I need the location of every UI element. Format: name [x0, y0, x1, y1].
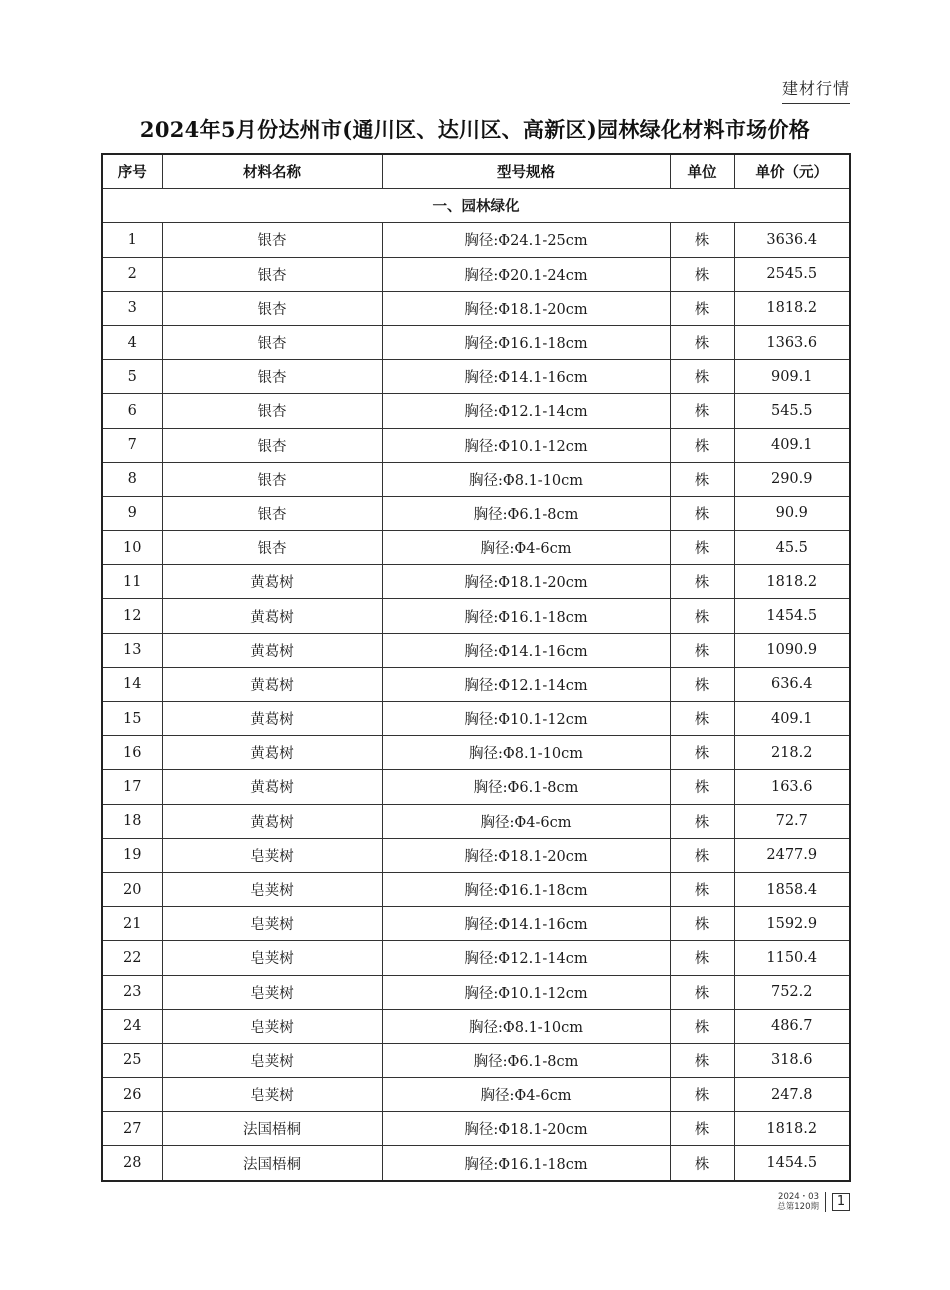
cell-unit: 株: [670, 702, 734, 736]
cell-name: 法国梧桐: [162, 1146, 382, 1181]
cell-spec: 胸径:Φ10.1-12cm: [382, 428, 670, 462]
table-row: [102, 1043, 850, 1077]
table-row: [102, 257, 850, 291]
cell-spec: 胸径:Φ24.1-25cm: [382, 223, 670, 257]
cell-price: 1818.2: [734, 565, 850, 599]
cell-unit: 株: [670, 770, 734, 804]
cell-unit: 株: [670, 1078, 734, 1112]
cell-spec: 胸径:Φ14.1-16cm: [382, 360, 670, 394]
cell-price: 1454.5: [734, 1146, 850, 1181]
cell-unit: 株: [670, 223, 734, 257]
cell-price: 1363.6: [734, 325, 850, 359]
cell-spec: 胸径:Φ10.1-12cm: [382, 975, 670, 1009]
cell-no: 7: [102, 428, 162, 462]
cell-name: 皂荚树: [162, 838, 382, 872]
table-row: [102, 633, 850, 667]
cell-unit: 株: [670, 907, 734, 941]
cell-name: 银杏: [162, 360, 382, 394]
cell-name: 皂荚树: [162, 975, 382, 1009]
cell-price: 409.1: [734, 428, 850, 462]
issue-date: 2024・03: [778, 1192, 819, 1202]
table-row: [102, 1112, 850, 1146]
cell-no: 3: [102, 291, 162, 325]
cell-price: 45.5: [734, 531, 850, 565]
cell-unit: 株: [670, 633, 734, 667]
table-row: [102, 804, 850, 838]
cell-name: 黄葛树: [162, 804, 382, 838]
table-row: [102, 667, 850, 701]
cell-unit: 株: [670, 599, 734, 633]
cell-spec: 胸径:Φ18.1-20cm: [382, 565, 670, 599]
table-row: [102, 838, 850, 872]
column-header-price: 单价（元）: [734, 154, 850, 189]
cell-price: 1592.9: [734, 907, 850, 941]
table-row: [102, 291, 850, 325]
cell-no: 1: [102, 223, 162, 257]
table-row: [102, 360, 850, 394]
table-row: [102, 565, 850, 599]
cell-name: 黄葛树: [162, 633, 382, 667]
cell-spec: 胸径:Φ12.1-14cm: [382, 941, 670, 975]
cell-price: 1858.4: [734, 872, 850, 906]
cell-spec: 胸径:Φ20.1-24cm: [382, 257, 670, 291]
cell-unit: 株: [670, 667, 734, 701]
cell-no: 13: [102, 633, 162, 667]
cell-name: 皂荚树: [162, 1009, 382, 1043]
column-header-no: 序号: [102, 154, 162, 189]
cell-no: 5: [102, 360, 162, 394]
cell-price: 2477.9: [734, 838, 850, 872]
cell-name: 黄葛树: [162, 599, 382, 633]
cell-price: 163.6: [734, 770, 850, 804]
cell-price: 636.4: [734, 667, 850, 701]
cell-unit: 株: [670, 565, 734, 599]
cell-unit: 株: [670, 325, 734, 359]
table-row: [102, 325, 850, 359]
table-row: [102, 599, 850, 633]
cell-price: 218.2: [734, 736, 850, 770]
cell-name: 银杏: [162, 223, 382, 257]
cell-price: 409.1: [734, 702, 850, 736]
cell-spec: 胸径:Φ8.1-10cm: [382, 736, 670, 770]
table-row: [102, 907, 850, 941]
table-row: [102, 1009, 850, 1043]
cell-unit: 株: [670, 1043, 734, 1077]
cell-name: 黄葛树: [162, 702, 382, 736]
cell-price: 90.9: [734, 496, 850, 530]
cell-unit: 株: [670, 1146, 734, 1181]
cell-name: 法国梧桐: [162, 1112, 382, 1146]
cell-no: 20: [102, 872, 162, 906]
issue-info: [777, 1192, 826, 1212]
cell-no: 8: [102, 462, 162, 496]
table-header-row: [102, 154, 850, 189]
cell-name: 黄葛树: [162, 565, 382, 599]
cell-name: 银杏: [162, 325, 382, 359]
cell-name: 银杏: [162, 531, 382, 565]
table-row: [102, 975, 850, 1009]
cell-spec: 胸径:Φ16.1-18cm: [382, 599, 670, 633]
cell-price: 72.7: [734, 804, 850, 838]
cell-price: 1150.4: [734, 941, 850, 975]
cell-spec: 胸径:Φ18.1-20cm: [382, 838, 670, 872]
table-row: [102, 531, 850, 565]
section-tag: 建材行情: [782, 76, 850, 104]
cell-spec: 胸径:Φ16.1-18cm: [382, 325, 670, 359]
cell-no: 19: [102, 838, 162, 872]
table-row: [102, 702, 850, 736]
section-row: [102, 189, 850, 223]
cell-no: 15: [102, 702, 162, 736]
cell-spec: 胸径:Φ8.1-10cm: [382, 1009, 670, 1043]
cell-no: 24: [102, 1009, 162, 1043]
cell-no: 26: [102, 1078, 162, 1112]
cell-spec: 胸径:Φ4-6cm: [382, 804, 670, 838]
cell-price: 1090.9: [734, 633, 850, 667]
cell-spec: 胸径:Φ4-6cm: [382, 531, 670, 565]
cell-name: 皂荚树: [162, 1078, 382, 1112]
cell-unit: 株: [670, 360, 734, 394]
cell-price: 2545.5: [734, 257, 850, 291]
cell-unit: 株: [670, 291, 734, 325]
page-title: 2024年5月份达州市(通川区、达川区、高新区)园林绿化材料市场价格: [139, 117, 811, 142]
cell-name: 皂荚树: [162, 941, 382, 975]
cell-unit: 株: [670, 531, 734, 565]
cell-unit: 株: [670, 736, 734, 770]
cell-price: 1818.2: [734, 291, 850, 325]
page-number: 1: [832, 1193, 850, 1211]
cell-spec: 胸径:Φ18.1-20cm: [382, 1112, 670, 1146]
cell-no: 17: [102, 770, 162, 804]
cell-no: 28: [102, 1146, 162, 1181]
cell-spec: 胸径:Φ6.1-8cm: [382, 1043, 670, 1077]
cell-spec: 胸径:Φ8.1-10cm: [382, 462, 670, 496]
cell-unit: 株: [670, 872, 734, 906]
section-label: 一、园林绿化: [102, 189, 850, 223]
cell-name: 银杏: [162, 291, 382, 325]
cell-spec: 胸径:Φ18.1-20cm: [382, 291, 670, 325]
cell-name: 银杏: [162, 394, 382, 428]
column-header-unit: 单位: [670, 154, 734, 189]
cell-name: 皂荚树: [162, 872, 382, 906]
cell-no: 11: [102, 565, 162, 599]
cell-no: 21: [102, 907, 162, 941]
table-row: [102, 1146, 850, 1181]
cell-name: 黄葛树: [162, 770, 382, 804]
table-row: [102, 462, 850, 496]
table-row: [102, 872, 850, 906]
cell-no: 22: [102, 941, 162, 975]
table-row: [102, 496, 850, 530]
cell-unit: 株: [670, 1112, 734, 1146]
table-row: [102, 428, 850, 462]
cell-price: 1818.2: [734, 1112, 850, 1146]
cell-price: 318.6: [734, 1043, 850, 1077]
table-body: [102, 189, 850, 1181]
table-row: [102, 736, 850, 770]
cell-spec: 胸径:Φ4-6cm: [382, 1078, 670, 1112]
cell-spec: 胸径:Φ14.1-16cm: [382, 907, 670, 941]
cell-unit: 株: [670, 428, 734, 462]
page-footer: [777, 1192, 850, 1212]
cell-price: 752.2: [734, 975, 850, 1009]
cell-spec: 胸径:Φ16.1-18cm: [382, 872, 670, 906]
cell-spec: 胸径:Φ12.1-14cm: [382, 394, 670, 428]
cell-no: 16: [102, 736, 162, 770]
cell-no: 18: [102, 804, 162, 838]
cell-name: 银杏: [162, 462, 382, 496]
cell-unit: 株: [670, 838, 734, 872]
table-row: [102, 223, 850, 257]
table-row: [102, 1078, 850, 1112]
cell-spec: 胸径:Φ16.1-18cm: [382, 1146, 670, 1181]
cell-name: 黄葛树: [162, 667, 382, 701]
cell-unit: 株: [670, 257, 734, 291]
cell-spec: 胸径:Φ6.1-8cm: [382, 496, 670, 530]
cell-name: 银杏: [162, 257, 382, 291]
cell-no: 9: [102, 496, 162, 530]
cell-price: 486.7: [734, 1009, 850, 1043]
cell-no: 4: [102, 325, 162, 359]
cell-no: 27: [102, 1112, 162, 1146]
cell-unit: 株: [670, 941, 734, 975]
issue-total: 总第120期: [777, 1202, 819, 1212]
table-row: [102, 770, 850, 804]
cell-no: 12: [102, 599, 162, 633]
cell-name: 银杏: [162, 496, 382, 530]
cell-no: 23: [102, 975, 162, 1009]
cell-price: 909.1: [734, 360, 850, 394]
cell-unit: 株: [670, 394, 734, 428]
cell-spec: 胸径:Φ10.1-12cm: [382, 702, 670, 736]
cell-unit: 株: [670, 975, 734, 1009]
cell-no: 14: [102, 667, 162, 701]
cell-unit: 株: [670, 462, 734, 496]
table-row: [102, 941, 850, 975]
cell-unit: 株: [670, 804, 734, 838]
cell-price: 1454.5: [734, 599, 850, 633]
cell-price: 290.9: [734, 462, 850, 496]
cell-unit: 株: [670, 496, 734, 530]
cell-unit: 株: [670, 1009, 734, 1043]
cell-name: 皂荚树: [162, 1043, 382, 1077]
cell-name: 黄葛树: [162, 736, 382, 770]
cell-no: 6: [102, 394, 162, 428]
column-header-name: 材料名称: [162, 154, 382, 189]
cell-no: 25: [102, 1043, 162, 1077]
price-table: [101, 153, 851, 1182]
cell-no: 10: [102, 531, 162, 565]
cell-name: 银杏: [162, 428, 382, 462]
column-header-spec: 型号规格: [382, 154, 670, 189]
cell-spec: 胸径:Φ6.1-8cm: [382, 770, 670, 804]
cell-no: 2: [102, 257, 162, 291]
table-row: [102, 394, 850, 428]
cell-price: 247.8: [734, 1078, 850, 1112]
cell-spec: 胸径:Φ14.1-16cm: [382, 633, 670, 667]
cell-price: 545.5: [734, 394, 850, 428]
cell-price: 3636.4: [734, 223, 850, 257]
cell-name: 皂荚树: [162, 907, 382, 941]
cell-spec: 胸径:Φ12.1-14cm: [382, 667, 670, 701]
